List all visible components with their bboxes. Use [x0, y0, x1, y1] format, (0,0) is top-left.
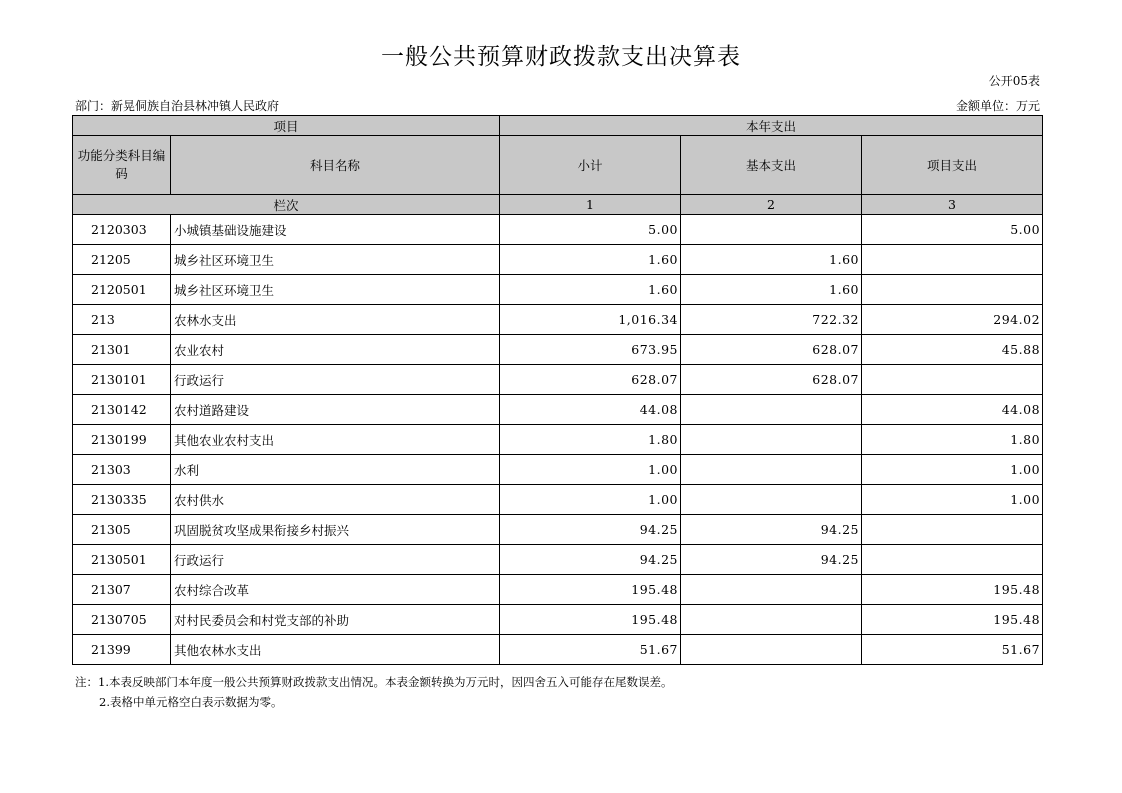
header-col-2: 2 [681, 195, 862, 215]
header-item: 项目 [73, 116, 500, 136]
cell-subtotal: 195.48 [500, 575, 681, 605]
header-row-3 [73, 195, 1043, 215]
cell-subtotal: 1,016.34 [500, 305, 681, 335]
cell-project-expense: 5.00 [862, 215, 1043, 245]
cell-basic-expense: 94.25 [681, 545, 862, 575]
cell-project-expense [862, 275, 1043, 305]
cell-subject-name: 农村供水 [171, 485, 500, 515]
header-col-1: 1 [500, 195, 681, 215]
cell-subtotal: 628.07 [500, 365, 681, 395]
table-row [73, 635, 1043, 665]
cell-project-expense: 195.48 [862, 575, 1043, 605]
table-row [73, 425, 1043, 455]
cell-code: 2130199 [73, 425, 171, 455]
table-row [73, 275, 1043, 305]
cell-project-expense: 195.48 [862, 605, 1043, 635]
form-number: 公开05表 [988, 74, 1040, 88]
table-row [73, 485, 1043, 515]
cell-project-expense: 44.08 [862, 395, 1043, 425]
cell-subject-name: 小城镇基础设施建设 [171, 215, 500, 245]
header-basic-expense: 基本支出 [681, 136, 862, 195]
cell-subject-name: 水利 [171, 455, 500, 485]
cell-subject-name: 农林水支出 [171, 305, 500, 335]
cell-subtotal: 673.95 [500, 335, 681, 365]
cell-basic-expense: 1.60 [681, 245, 862, 275]
cell-project-expense: 1.00 [862, 485, 1043, 515]
table-row [73, 515, 1043, 545]
cell-subject-name: 行政运行 [171, 545, 500, 575]
table-row [73, 395, 1043, 425]
table-row [73, 245, 1043, 275]
unit-label: 金额单位：万元 [955, 99, 1040, 113]
cell-project-expense [862, 545, 1043, 575]
cell-subject-name: 对村民委员会和村党支部的补助 [171, 605, 500, 635]
cell-project-expense: 45.88 [862, 335, 1043, 365]
cell-project-expense: 1.80 [862, 425, 1043, 455]
notes [75, 672, 672, 712]
cell-subject-name: 其他农业农村支出 [171, 425, 500, 455]
cell-subject-name: 巩固脱贫攻坚成果衔接乡村振兴 [171, 515, 500, 545]
table-row [73, 545, 1043, 575]
cell-code: 2120501 [73, 275, 171, 305]
header-project-expense: 项目支出 [862, 136, 1043, 195]
cell-project-expense: 1.00 [862, 455, 1043, 485]
cell-subtotal: 1.00 [500, 455, 681, 485]
header-subtotal: 小计 [500, 136, 681, 195]
cell-basic-expense [681, 635, 862, 665]
cell-project-expense [862, 365, 1043, 395]
cell-subtotal: 1.80 [500, 425, 681, 455]
cell-code: 21303 [73, 455, 171, 485]
cell-code: 21305 [73, 515, 171, 545]
cell-basic-expense [681, 455, 862, 485]
header-column-index: 栏次 [73, 195, 500, 215]
cell-basic-expense: 628.07 [681, 365, 862, 395]
cell-basic-expense [681, 395, 862, 425]
table-row [73, 335, 1043, 365]
cell-code: 21301 [73, 335, 171, 365]
cell-project-expense: 294.02 [862, 305, 1043, 335]
page-title: 一般公共预算财政拨款支出决算表 [381, 44, 741, 70]
cell-project-expense: 51.67 [862, 635, 1043, 665]
cell-basic-expense: 722.32 [681, 305, 862, 335]
table-row [73, 215, 1043, 245]
header-subject-name: 科目名称 [171, 136, 500, 195]
cell-code: 2120303 [73, 215, 171, 245]
header-row-2 [73, 136, 1043, 195]
cell-subject-name: 其他农林水支出 [171, 635, 500, 665]
cell-basic-expense [681, 215, 862, 245]
cell-subtotal: 1.60 [500, 245, 681, 275]
header-current-year-expense: 本年支出 [500, 116, 1043, 136]
cell-code: 21307 [73, 575, 171, 605]
cell-subject-name: 农村综合改革 [171, 575, 500, 605]
cell-subtotal: 5.00 [500, 215, 681, 245]
budget-table [72, 115, 1043, 665]
cell-project-expense [862, 245, 1043, 275]
cell-code: 21205 [73, 245, 171, 275]
cell-basic-expense [681, 425, 862, 455]
cell-code: 2130705 [73, 605, 171, 635]
cell-basic-expense [681, 605, 862, 635]
cell-code: 2130501 [73, 545, 171, 575]
header-col-3: 3 [862, 195, 1043, 215]
cell-subtotal: 195.48 [500, 605, 681, 635]
cell-basic-expense: 628.07 [681, 335, 862, 365]
cell-basic-expense [681, 485, 862, 515]
cell-code: 21399 [73, 635, 171, 665]
department-label: 部门：新晃侗族自治县林冲镇人民政府 [75, 99, 280, 113]
table-row [73, 455, 1043, 485]
cell-subject-name: 行政运行 [171, 365, 500, 395]
cell-basic-expense: 94.25 [681, 515, 862, 545]
cell-code: 213 [73, 305, 171, 335]
cell-subject-name: 城乡社区环境卫生 [171, 275, 500, 305]
note-2: 2.表格中单元格空白表示数据为零。 [99, 695, 283, 709]
cell-project-expense [862, 515, 1043, 545]
table-row [73, 305, 1043, 335]
cell-subject-name: 农业农村 [171, 335, 500, 365]
note-1: 注：1.本表反映部门本年度一般公共预算财政拨款支出情况。本表金额转换为万元时，因四舍五入可能存在尾数误差。 [75, 675, 673, 689]
cell-subtotal: 51.67 [500, 635, 681, 665]
cell-code: 2130101 [73, 365, 171, 395]
cell-code: 2130335 [73, 485, 171, 515]
header-func-code: 功能分类科目编码 [73, 136, 171, 195]
cell-subtotal: 94.25 [500, 515, 681, 545]
table-row [73, 575, 1043, 605]
table-row [73, 605, 1043, 635]
cell-subtotal: 1.60 [500, 275, 681, 305]
cell-subtotal: 94.25 [500, 545, 681, 575]
cell-subtotal: 44.08 [500, 395, 681, 425]
header-row-1 [73, 116, 1043, 136]
cell-code: 2130142 [73, 395, 171, 425]
cell-subtotal: 1.00 [500, 485, 681, 515]
cell-basic-expense [681, 575, 862, 605]
cell-basic-expense: 1.60 [681, 275, 862, 305]
table-row [73, 365, 1043, 395]
cell-subject-name: 城乡社区环境卫生 [171, 245, 500, 275]
cell-subject-name: 农村道路建设 [171, 395, 500, 425]
